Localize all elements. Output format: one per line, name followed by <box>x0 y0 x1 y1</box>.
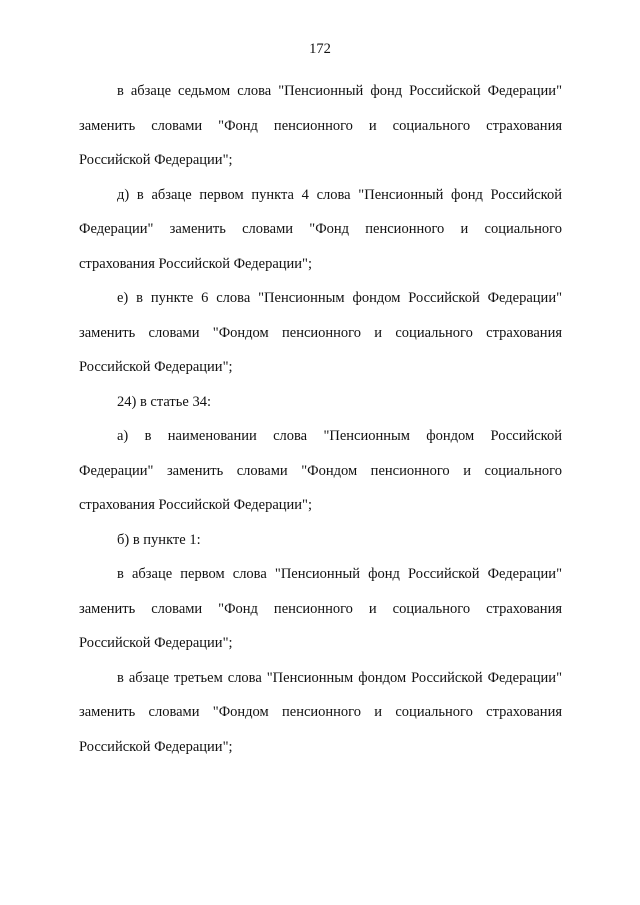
paragraph-7: в абзаце первом слова "Пенсионный фонд Российской Федерации" заменить словами "Фонд пенсионного и социального страхования Российской Федерации"; <box>79 566 562 651</box>
paragraph-4: 24) в статье 34: <box>117 393 211 410</box>
paragraph-1: в абзаце седьмом слова "Пенсионный фонд Российской Федерации" заменить словами "Фонд пенсионного и социального страхования Российской Федерации"; <box>79 83 562 168</box>
document-body <box>79 74 562 764</box>
paragraph-5: а) в наименовании слова "Пенсионным фондом Российской Федерации" заменить словами "Фондом пенсионного и социального страхования Российской Федерации"; <box>79 428 562 513</box>
paragraph-2: д) в абзаце первом пункта 4 слова "Пенсионный фонд Российской Федерации" заменить словами "Фонд пенсионного и социального страхования Российской Федерации"; <box>79 186 562 272</box>
paragraph-3: е) в пункте 6 слова "Пенсионным фондом Российской Федерации" заменить словами "Фондом пенсионного и социального страхования Российской Федерации"; <box>79 290 562 375</box>
paragraph-6: б) в пункте 1: <box>117 531 201 548</box>
paragraph-8: в абзаце третьем слова "Пенсионным фондом Российской Федерации" заменить словами "Фондом пенсионного и социального страхования Российской Федерации"; <box>79 669 562 755</box>
page-number: 172 <box>309 41 331 57</box>
